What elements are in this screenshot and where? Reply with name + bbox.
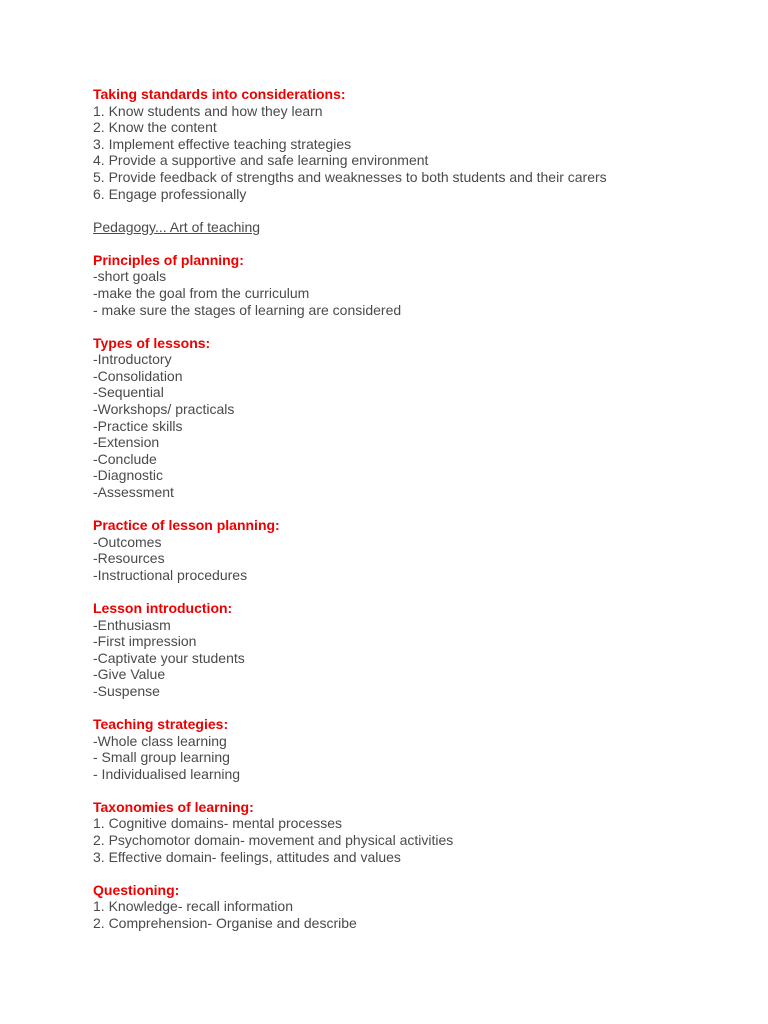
section-heading: Teaching strategies: (93, 716, 229, 732)
list-item: -Captivate your students (93, 649, 245, 666)
section-heading: Practice of lesson planning: (93, 517, 280, 534)
list-item: -Workshops/ practicals (93, 401, 235, 417)
section-lessons (93, 335, 768, 501)
list-item: 2. Psychomotor domain- movement and physical activities (93, 832, 454, 849)
list-item: -Assessment (93, 483, 174, 500)
list-item: -Instructional procedures (93, 566, 248, 583)
section-planning (93, 252, 768, 318)
section-heading: Questioning: (93, 881, 180, 898)
list-item: - Individualised learning (93, 765, 241, 782)
list-item: -Whole class learning (93, 732, 227, 749)
list-item: -Practice skills (93, 417, 183, 434)
list-item: 6. Engage professionally (93, 185, 247, 202)
section-strategies (93, 716, 768, 782)
section-heading: Lesson introduction: (93, 599, 233, 616)
section-questioning (93, 882, 768, 932)
list-item: 3. Implement effective teaching strategies (93, 135, 352, 152)
section-heading: Principles of planning: (93, 251, 244, 268)
list-item: -Sequential (93, 384, 164, 401)
list-item: -Suspense (93, 682, 160, 699)
list-item: -Resources (93, 550, 165, 567)
list-item: 2. Know the content (93, 119, 217, 136)
list-item: 5. Provide feedback of strengths and weaknesses to both students and their carers (93, 168, 607, 185)
list-item: -Introductory (93, 351, 172, 368)
section-taxonomies (93, 799, 768, 865)
list-item: -First impression (93, 633, 197, 650)
list-item: 2. Comprehension- Organise and describe (93, 914, 357, 931)
section-standards (93, 86, 768, 202)
section-introduction (93, 600, 768, 700)
list-item: 3. Effective domain- feelings, attitudes and values (93, 848, 401, 865)
list-item: -Enthusiasm (93, 616, 171, 633)
list-item: -Outcomes (93, 533, 162, 550)
section-practice (93, 517, 768, 583)
pedagogy-note: Pedagogy... Art of teaching (93, 218, 261, 235)
section-pedagogy (93, 219, 768, 236)
list-item: 1. Knowledge- recall information (93, 898, 293, 915)
section-heading: Types of lessons: (93, 334, 211, 351)
list-item: -Consolidation (93, 367, 183, 384)
list-item: 1. Know students and how they learn (93, 102, 323, 119)
list-item: -Give Value (93, 666, 166, 683)
list-item: - make sure the stages of learning are considered (93, 301, 402, 318)
list-item: -Diagnostic (93, 467, 164, 484)
list-item: -make the goal from the curriculum (93, 284, 310, 301)
list-item: -Conclude (93, 450, 157, 467)
section-heading: Taxonomies of learning: (93, 798, 254, 815)
list-item: 1. Cognitive domains- mental processes (93, 815, 343, 832)
section-heading: Taking standards into considerations: (93, 86, 346, 102)
list-item: 4. Provide a supportive and safe learning environment (93, 152, 429, 169)
list-item: -short goals (93, 268, 167, 285)
list-item: -Extension (93, 434, 160, 451)
list-item: - Small group learning (93, 749, 230, 766)
